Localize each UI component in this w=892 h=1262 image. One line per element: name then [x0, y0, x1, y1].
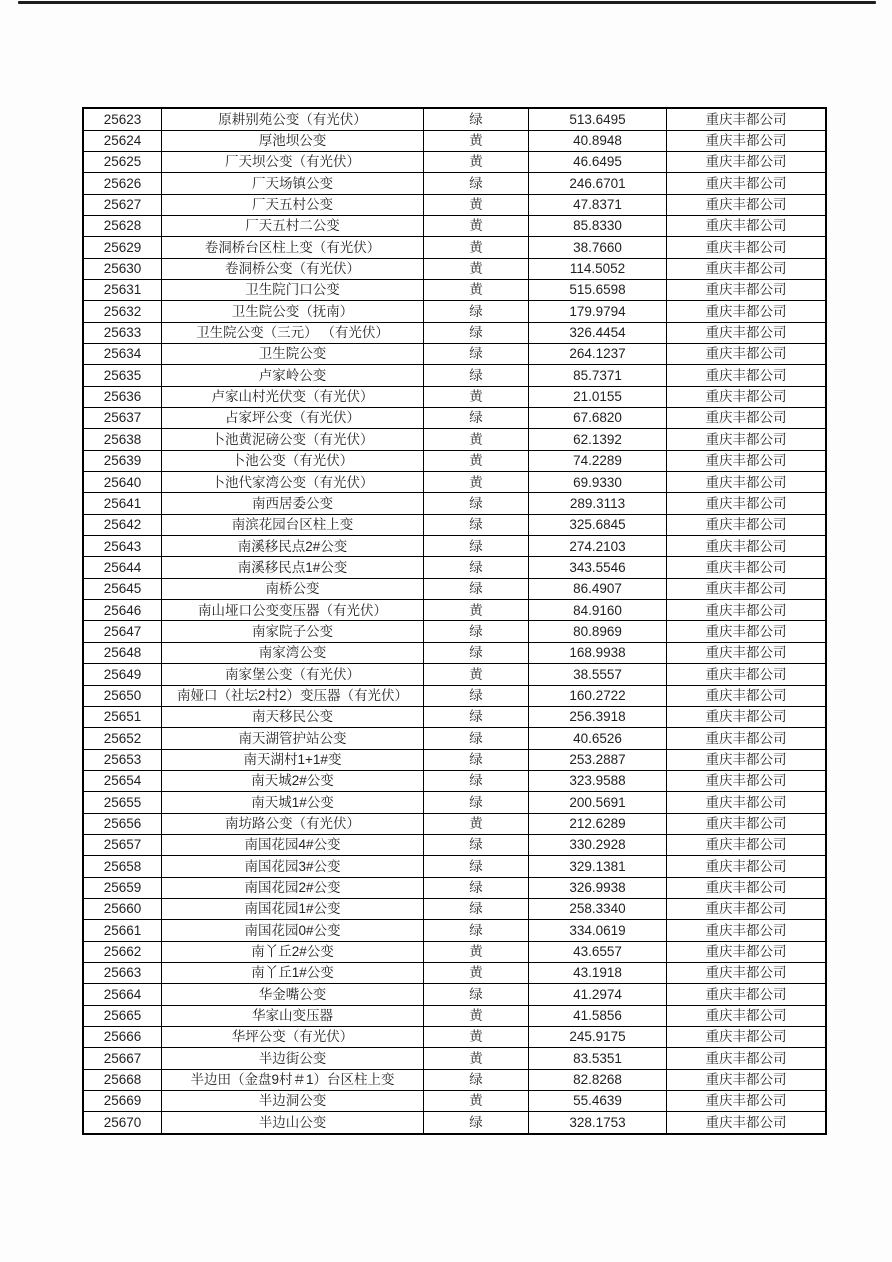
cell-numeric-value[interactable]: 515.6598	[529, 279, 667, 300]
cell-row-number[interactable]: 25663	[83, 962, 162, 983]
cell-row-number[interactable]: 25656	[83, 813, 162, 834]
cell-status-label[interactable]: 绿	[424, 642, 529, 663]
cell-company-name[interactable]: 重庆丰都公司	[667, 728, 827, 749]
cell-numeric-value[interactable]: 114.5052	[529, 258, 667, 279]
cell-station-name[interactable]: 华坪公变（有光伏）	[162, 1027, 424, 1048]
table-row	[83, 685, 826, 706]
cell-row-number[interactable]: 25648	[83, 642, 162, 663]
cell-station-name[interactable]: 卷洞桥台区柱上变（有光伏）	[162, 237, 424, 258]
cell-numeric-value[interactable]: 67.6820	[529, 408, 667, 429]
cell-station-name[interactable]: 南国花园3#公变	[162, 856, 424, 877]
cell-row-number[interactable]: 25665	[83, 1005, 162, 1026]
window-top-edge	[18, 1, 876, 4]
cell-status-label[interactable]: 绿	[424, 706, 529, 727]
table-row	[83, 514, 826, 535]
cell-row-number[interactable]: 25636	[83, 386, 162, 407]
cell-numeric-value[interactable]: 274.2103	[529, 536, 667, 557]
cell-numeric-value[interactable]: 160.2722	[529, 685, 667, 706]
cell-row-number[interactable]: 25654	[83, 770, 162, 791]
table-row	[83, 920, 826, 941]
cell-status-label[interactable]: 黄	[424, 472, 529, 493]
cell-numeric-value[interactable]: 246.6701	[529, 173, 667, 194]
cell-numeric-value[interactable]: 253.2887	[529, 749, 667, 770]
cell-station-name[interactable]: 南山垭口公变变压器（有光伏）	[162, 600, 424, 621]
cell-company-name[interactable]: 重庆丰都公司	[667, 898, 827, 919]
cell-company-name[interactable]: 重庆丰都公司	[667, 685, 827, 706]
cell-numeric-value[interactable]: 74.2289	[529, 450, 667, 471]
cell-numeric-value[interactable]: 334.0619	[529, 920, 667, 941]
cell-company-name[interactable]: 重庆丰都公司	[667, 642, 827, 663]
cell-row-number[interactable]: 25662	[83, 941, 162, 962]
cell-row-number[interactable]: 25649	[83, 664, 162, 685]
cell-station-name[interactable]: 南丫丘1#公变	[162, 962, 424, 983]
cell-status-label[interactable]: 黄	[424, 151, 529, 172]
cell-status-label[interactable]: 绿	[424, 749, 529, 770]
cell-company-name[interactable]: 重庆丰都公司	[667, 450, 827, 471]
cell-company-name[interactable]: 重庆丰都公司	[667, 1027, 827, 1048]
cell-status-label[interactable]: 黄	[424, 279, 529, 300]
cell-status-label[interactable]: 黄	[424, 386, 529, 407]
table-row	[83, 493, 826, 514]
cell-numeric-value[interactable]: 329.1381	[529, 856, 667, 877]
cell-status-label[interactable]: 黄	[424, 237, 529, 258]
table-row	[83, 194, 826, 215]
cell-company-name[interactable]: 重庆丰都公司	[667, 258, 827, 279]
table-row	[83, 429, 826, 450]
cell-row-number[interactable]: 25669	[83, 1091, 162, 1112]
cell-station-name[interactable]: 厚池坝公变	[162, 130, 424, 151]
cell-station-name[interactable]: 半边洞公变	[162, 1091, 424, 1112]
cell-row-number[interactable]: 25660	[83, 898, 162, 919]
table-row	[83, 408, 826, 429]
cell-status-label[interactable]: 黄	[424, 1027, 529, 1048]
cell-company-name[interactable]: 重庆丰都公司	[667, 813, 827, 834]
cell-numeric-value[interactable]: 80.8969	[529, 621, 667, 642]
cell-company-name[interactable]: 重庆丰都公司	[667, 962, 827, 983]
cell-status-label[interactable]: 黄	[424, 962, 529, 983]
cell-company-name[interactable]: 重庆丰都公司	[667, 792, 827, 813]
cell-row-number[interactable]: 25659	[83, 877, 162, 898]
cell-company-name[interactable]: 重庆丰都公司	[667, 130, 827, 151]
cell-numeric-value[interactable]: 84.9160	[529, 600, 667, 621]
transformer-data-table	[82, 107, 827, 1135]
table-row	[83, 1091, 826, 1112]
cell-row-number[interactable]: 25641	[83, 493, 162, 514]
cell-company-name[interactable]: 重庆丰都公司	[667, 386, 827, 407]
cell-row-number[interactable]: 25637	[83, 408, 162, 429]
cell-numeric-value[interactable]: 69.9330	[529, 472, 667, 493]
cell-company-name[interactable]: 重庆丰都公司	[667, 1069, 827, 1090]
cell-numeric-value[interactable]: 326.9938	[529, 877, 667, 898]
cell-status-label[interactable]: 绿	[424, 770, 529, 791]
cell-row-number[interactable]: 25623	[83, 108, 162, 130]
cell-station-name[interactable]: 原耕别苑公变（有光伏）	[162, 108, 424, 130]
cell-station-name[interactable]: 卢家山村光伏变（有光伏）	[162, 386, 424, 407]
cell-status-label[interactable]: 黄	[424, 1005, 529, 1026]
cell-numeric-value[interactable]: 258.3340	[529, 898, 667, 919]
cell-station-name[interactable]: 南国花园2#公变	[162, 877, 424, 898]
cell-row-number[interactable]: 25657	[83, 834, 162, 855]
table-row	[83, 173, 826, 194]
cell-row-number[interactable]: 25639	[83, 450, 162, 471]
cell-company-name[interactable]: 重庆丰都公司	[667, 194, 827, 215]
table-row	[83, 279, 826, 300]
cell-row-number[interactable]: 25642	[83, 514, 162, 535]
cell-company-name[interactable]: 重庆丰都公司	[667, 856, 827, 877]
cell-station-name[interactable]: 卜池公变（有光伏）	[162, 450, 424, 471]
cell-station-name[interactable]: 华家山变压器	[162, 1005, 424, 1026]
cell-company-name[interactable]: 重庆丰都公司	[667, 108, 827, 130]
cell-numeric-value[interactable]: 330.2928	[529, 834, 667, 855]
cell-row-number[interactable]: 25670	[83, 1112, 162, 1134]
cell-station-name[interactable]: 南天移民公变	[162, 706, 424, 727]
cell-numeric-value[interactable]: 41.5856	[529, 1005, 667, 1026]
table-row	[83, 962, 826, 983]
table-row	[83, 856, 826, 877]
cell-company-name[interactable]: 重庆丰都公司	[667, 920, 827, 941]
cell-station-name[interactable]: 占家坪公变（有光伏）	[162, 408, 424, 429]
cell-status-label[interactable]: 黄	[424, 664, 529, 685]
cell-row-number[interactable]: 25638	[83, 429, 162, 450]
cell-status-label[interactable]: 绿	[424, 877, 529, 898]
cell-status-label[interactable]: 黄	[424, 1048, 529, 1069]
cell-company-name[interactable]: 重庆丰都公司	[667, 322, 827, 343]
cell-status-label[interactable]: 绿	[424, 344, 529, 365]
table-row	[83, 984, 826, 1005]
cell-station-name[interactable]: 卢家岭公变	[162, 365, 424, 386]
cell-company-name[interactable]: 重庆丰都公司	[667, 536, 827, 557]
cell-company-name[interactable]: 重庆丰都公司	[667, 472, 827, 493]
cell-status-label[interactable]: 黄	[424, 194, 529, 215]
cell-company-name[interactable]: 重庆丰都公司	[667, 429, 827, 450]
cell-company-name[interactable]: 重庆丰都公司	[667, 600, 827, 621]
cell-company-name[interactable]: 重庆丰都公司	[667, 344, 827, 365]
table-row	[83, 642, 826, 663]
cell-row-number[interactable]: 25661	[83, 920, 162, 941]
cell-status-label[interactable]: 绿	[424, 557, 529, 578]
cell-station-name[interactable]: 南西居委公变	[162, 493, 424, 514]
cell-status-label[interactable]: 黄	[424, 941, 529, 962]
cell-row-number[interactable]: 25668	[83, 1069, 162, 1090]
cell-numeric-value[interactable]: 86.4907	[529, 578, 667, 599]
cell-numeric-value[interactable]: 21.0155	[529, 386, 667, 407]
cell-company-name[interactable]: 重庆丰都公司	[667, 301, 827, 322]
cell-company-name[interactable]: 重庆丰都公司	[667, 941, 827, 962]
cell-status-label[interactable]: 绿	[424, 493, 529, 514]
cell-status-label[interactable]: 绿	[424, 408, 529, 429]
cell-numeric-value[interactable]: 55.4639	[529, 1091, 667, 1112]
table-row	[83, 813, 826, 834]
cell-numeric-value[interactable]: 513.6495	[529, 108, 667, 130]
cell-station-name[interactable]: 南滨花园台区柱上变	[162, 514, 424, 535]
cell-row-number[interactable]: 25634	[83, 344, 162, 365]
cell-row-number[interactable]: 25631	[83, 279, 162, 300]
cell-status-label[interactable]: 绿	[424, 365, 529, 386]
cell-numeric-value[interactable]: 40.8948	[529, 130, 667, 151]
cell-company-name[interactable]: 重庆丰都公司	[667, 173, 827, 194]
cell-numeric-value[interactable]: 38.7660	[529, 237, 667, 258]
cell-row-number[interactable]: 25629	[83, 237, 162, 258]
table-row	[83, 898, 826, 919]
cell-numeric-value[interactable]: 83.5351	[529, 1048, 667, 1069]
cell-company-name[interactable]: 重庆丰都公司	[667, 664, 827, 685]
cell-station-name[interactable]: 卫生院公变（三元） （有光伏）	[162, 322, 424, 343]
cell-status-label[interactable]: 黄	[424, 450, 529, 471]
cell-status-label[interactable]: 绿	[424, 536, 529, 557]
table-row	[83, 322, 826, 343]
cell-company-name[interactable]: 重庆丰都公司	[667, 770, 827, 791]
cell-company-name[interactable]: 重庆丰都公司	[667, 749, 827, 770]
cell-status-label[interactable]: 绿	[424, 1112, 529, 1134]
cell-company-name[interactable]: 重庆丰都公司	[667, 365, 827, 386]
cell-status-label[interactable]: 黄	[424, 1091, 529, 1112]
table-row	[83, 600, 826, 621]
cell-station-name[interactable]: 卷洞桥公变（有光伏）	[162, 258, 424, 279]
cell-numeric-value[interactable]: 62.1392	[529, 429, 667, 450]
cell-numeric-value[interactable]: 41.2974	[529, 984, 667, 1005]
table-row	[83, 749, 826, 770]
cell-company-name[interactable]: 重庆丰都公司	[667, 408, 827, 429]
cell-company-name[interactable]: 重庆丰都公司	[667, 621, 827, 642]
cell-row-number[interactable]: 25667	[83, 1048, 162, 1069]
cell-station-name[interactable]: 南桥公变	[162, 578, 424, 599]
cell-row-number[interactable]: 25630	[83, 258, 162, 279]
cell-status-label[interactable]: 绿	[424, 514, 529, 535]
table-row	[83, 941, 826, 962]
cell-station-name[interactable]: 南娅口（社坛2村2）变压器（有光伏）	[162, 685, 424, 706]
cell-status-label[interactable]: 黄	[424, 813, 529, 834]
cell-row-number[interactable]: 25650	[83, 685, 162, 706]
table-row	[83, 770, 826, 791]
cell-company-name[interactable]: 重庆丰都公司	[667, 1005, 827, 1026]
cell-row-number[interactable]: 25644	[83, 557, 162, 578]
table-row	[83, 344, 826, 365]
table-row	[83, 578, 826, 599]
cell-status-label[interactable]: 绿	[424, 322, 529, 343]
cell-status-label[interactable]: 黄	[424, 600, 529, 621]
cell-row-number[interactable]: 25627	[83, 194, 162, 215]
table-row	[83, 1112, 826, 1134]
cell-status-label[interactable]: 绿	[424, 920, 529, 941]
cell-row-number[interactable]: 25645	[83, 578, 162, 599]
cell-company-name[interactable]: 重庆丰都公司	[667, 578, 827, 599]
table-row	[83, 130, 826, 151]
cell-row-number[interactable]: 25651	[83, 706, 162, 727]
cell-numeric-value[interactable]: 168.9938	[529, 642, 667, 663]
cell-row-number[interactable]: 25624	[83, 130, 162, 151]
cell-status-label[interactable]: 绿	[424, 834, 529, 855]
cell-row-number[interactable]: 25652	[83, 728, 162, 749]
document-sheet	[82, 107, 827, 1135]
cell-numeric-value[interactable]: 200.5691	[529, 792, 667, 813]
cell-numeric-value[interactable]: 325.6845	[529, 514, 667, 535]
table-row	[83, 664, 826, 685]
cell-station-name[interactable]: 卜池黄泥磅公变（有光伏）	[162, 429, 424, 450]
cell-row-number[interactable]: 25655	[83, 792, 162, 813]
table-row	[83, 386, 826, 407]
table-row	[83, 301, 826, 322]
cell-status-label[interactable]: 绿	[424, 108, 529, 130]
cell-numeric-value[interactable]: 264.1237	[529, 344, 667, 365]
cell-row-number[interactable]: 25633	[83, 322, 162, 343]
cell-company-name[interactable]: 重庆丰都公司	[667, 493, 827, 514]
cell-station-name[interactable]: 南国花园0#公变	[162, 920, 424, 941]
cell-status-label[interactable]: 黄	[424, 258, 529, 279]
cell-numeric-value[interactable]: 245.9175	[529, 1027, 667, 1048]
cell-company-name[interactable]: 重庆丰都公司	[667, 1048, 827, 1069]
cell-company-name[interactable]: 重庆丰都公司	[667, 557, 827, 578]
cell-numeric-value[interactable]: 43.1918	[529, 962, 667, 983]
cell-row-number[interactable]: 25646	[83, 600, 162, 621]
cell-status-label[interactable]: 黄	[424, 215, 529, 236]
table-row	[83, 151, 826, 172]
cell-station-name[interactable]: 半边田（金盘9村＃1）台区柱上变	[162, 1069, 424, 1090]
cell-station-name[interactable]: 半边街公变	[162, 1048, 424, 1069]
cell-row-number[interactable]: 25635	[83, 365, 162, 386]
cell-company-name[interactable]: 重庆丰都公司	[667, 706, 827, 727]
cell-company-name[interactable]: 重庆丰都公司	[667, 514, 827, 535]
cell-status-label[interactable]: 绿	[424, 792, 529, 813]
cell-company-name[interactable]: 重庆丰都公司	[667, 877, 827, 898]
cell-status-label[interactable]: 绿	[424, 984, 529, 1005]
cell-station-name[interactable]: 南国花园4#公变	[162, 834, 424, 855]
cell-status-label[interactable]: 绿	[424, 728, 529, 749]
cell-status-label[interactable]: 绿	[424, 685, 529, 706]
cell-company-name[interactable]: 重庆丰都公司	[667, 1091, 827, 1112]
cell-row-number[interactable]: 25632	[83, 301, 162, 322]
cell-status-label[interactable]: 绿	[424, 1069, 529, 1090]
table-row	[83, 365, 826, 386]
cell-company-name[interactable]: 重庆丰都公司	[667, 279, 827, 300]
cell-status-label[interactable]: 绿	[424, 898, 529, 919]
cell-company-name[interactable]: 重庆丰都公司	[667, 237, 827, 258]
cell-station-name[interactable]: 卫生院公变	[162, 344, 424, 365]
table-body	[83, 108, 826, 1134]
cell-station-name[interactable]: 卜池代家湾公变（有光伏）	[162, 472, 424, 493]
cell-row-number[interactable]: 25666	[83, 1027, 162, 1048]
cell-status-label[interactable]: 黄	[424, 429, 529, 450]
table-row	[83, 1005, 826, 1026]
table-row	[83, 621, 826, 642]
cell-station-name[interactable]: 南天城1#公变	[162, 792, 424, 813]
cell-numeric-value[interactable]: 326.4454	[529, 322, 667, 343]
cell-status-label[interactable]: 绿	[424, 856, 529, 877]
cell-station-name[interactable]: 南丫丘2#公变	[162, 941, 424, 962]
table-row	[83, 108, 826, 130]
cell-station-name[interactable]: 卫生院公变（抚南）	[162, 301, 424, 322]
cell-station-name[interactable]: 南家院子公变	[162, 621, 424, 642]
table-row	[83, 258, 826, 279]
cell-numeric-value[interactable]: 82.8268	[529, 1069, 667, 1090]
cell-status-label[interactable]: 绿	[424, 301, 529, 322]
cell-numeric-value[interactable]: 46.6495	[529, 151, 667, 172]
cell-station-name[interactable]: 南家湾公变	[162, 642, 424, 663]
cell-status-label[interactable]: 绿	[424, 173, 529, 194]
cell-station-name[interactable]: 南家堡公变（有光伏）	[162, 664, 424, 685]
cell-station-name[interactable]: 南溪移民点2#公变	[162, 536, 424, 557]
cell-numeric-value[interactable]: 47.8371	[529, 194, 667, 215]
table-row	[83, 557, 826, 578]
cell-status-label[interactable]: 绿	[424, 578, 529, 599]
cell-station-name[interactable]: 半边山公变	[162, 1112, 424, 1134]
cell-station-name[interactable]: 南溪移民点1#公变	[162, 557, 424, 578]
cell-row-number[interactable]: 25628	[83, 215, 162, 236]
cell-numeric-value[interactable]: 343.5546	[529, 557, 667, 578]
cell-station-name[interactable]: 南天湖村1+1#变	[162, 749, 424, 770]
cell-station-name[interactable]: 南天城2#公变	[162, 770, 424, 791]
cell-numeric-value[interactable]: 85.7371	[529, 365, 667, 386]
cell-station-name[interactable]: 厂天五村公变	[162, 194, 424, 215]
cell-row-number[interactable]: 25626	[83, 173, 162, 194]
table-row	[83, 237, 826, 258]
cell-company-name[interactable]: 重庆丰都公司	[667, 1112, 827, 1134]
cell-numeric-value[interactable]: 289.3113	[529, 493, 667, 514]
cell-numeric-value[interactable]: 179.9794	[529, 301, 667, 322]
cell-row-number[interactable]: 25625	[83, 151, 162, 172]
table-row	[83, 450, 826, 471]
table-row	[83, 1027, 826, 1048]
cell-company-name[interactable]: 重庆丰都公司	[667, 215, 827, 236]
table-row	[83, 1069, 826, 1090]
table-row	[83, 215, 826, 236]
cell-numeric-value[interactable]: 323.9588	[529, 770, 667, 791]
table-row	[83, 834, 826, 855]
cell-station-name[interactable]: 华金嘴公变	[162, 984, 424, 1005]
table-row	[83, 792, 826, 813]
cell-company-name[interactable]: 重庆丰都公司	[667, 984, 827, 1005]
cell-station-name[interactable]: 卫生院门口公变	[162, 279, 424, 300]
cell-station-name[interactable]: 厂天五村二公变	[162, 215, 424, 236]
cell-row-number[interactable]: 25664	[83, 984, 162, 1005]
cell-station-name[interactable]: 南坊路公变（有光伏）	[162, 813, 424, 834]
cell-row-number[interactable]: 25640	[83, 472, 162, 493]
cell-station-name[interactable]: 南国花园1#公变	[162, 898, 424, 919]
cell-status-label[interactable]: 黄	[424, 130, 529, 151]
cell-row-number[interactable]: 25658	[83, 856, 162, 877]
cell-row-number[interactable]: 25653	[83, 749, 162, 770]
cell-numeric-value[interactable]: 38.5557	[529, 664, 667, 685]
cell-numeric-value[interactable]: 85.8330	[529, 215, 667, 236]
cell-row-number[interactable]: 25647	[83, 621, 162, 642]
table-row	[83, 536, 826, 557]
cell-station-name[interactable]: 厂天坝公变（有光伏）	[162, 151, 424, 172]
cell-station-name[interactable]: 厂天场镇公变	[162, 173, 424, 194]
table-row	[83, 877, 826, 898]
cell-station-name[interactable]: 南天湖管护站公变	[162, 728, 424, 749]
cell-numeric-value[interactable]: 40.6526	[529, 728, 667, 749]
cell-status-label[interactable]: 绿	[424, 621, 529, 642]
table-row	[83, 1048, 826, 1069]
cell-company-name[interactable]: 重庆丰都公司	[667, 151, 827, 172]
cell-numeric-value[interactable]: 256.3918	[529, 706, 667, 727]
cell-numeric-value[interactable]: 212.6289	[529, 813, 667, 834]
table-row	[83, 728, 826, 749]
cell-numeric-value[interactable]: 43.6557	[529, 941, 667, 962]
table-row	[83, 706, 826, 727]
cell-numeric-value[interactable]: 328.1753	[529, 1112, 667, 1134]
cell-company-name[interactable]: 重庆丰都公司	[667, 834, 827, 855]
table-row	[83, 472, 826, 493]
cell-row-number[interactable]: 25643	[83, 536, 162, 557]
